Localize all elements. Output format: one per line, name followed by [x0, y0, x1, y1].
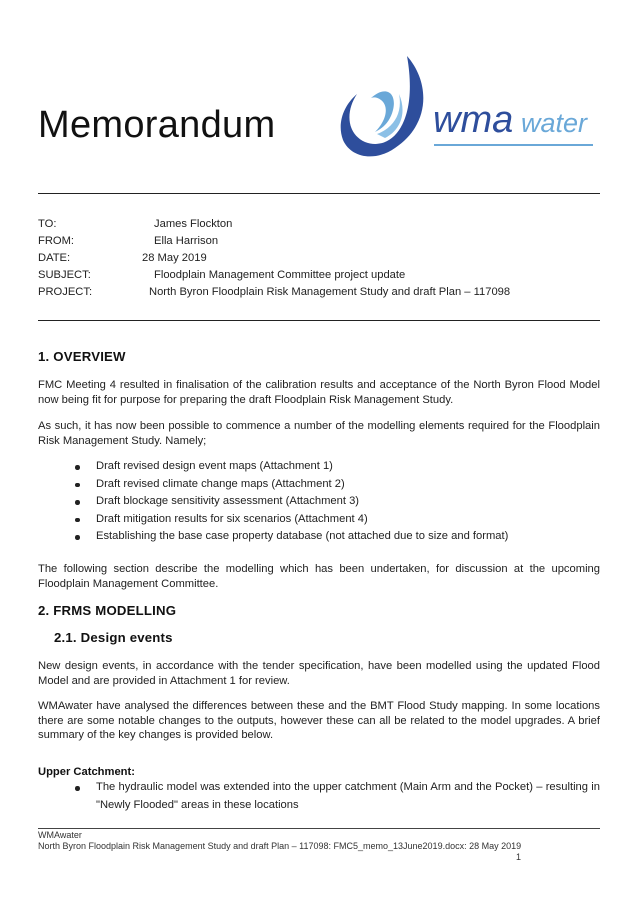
paragraph: As such, it has now been possible to commence a number of the modelling elements required for the Floodplain Risk Management Study. Namely; — [38, 420, 600, 447]
list-item: The hydraulic model was extended into the upper catchment (Main Arm and the Pocket) – resulting in "Newly Flooded" areas in these locations — [78, 779, 600, 814]
meta-value: James Flockton — [154, 218, 233, 230]
bullet-icon — [75, 535, 80, 540]
paragraph: WMAwater have analysed the differences between these and the BMT Flood Study mapping. In some locations there are some notable changes to the outputs, however these can all be related to the model upgrades. A brief summary of the key changes is provided below. — [38, 700, 600, 741]
meta-divider — [38, 320, 600, 321]
meta-label: SUBJECT: — [38, 269, 91, 281]
bullet-icon — [75, 518, 80, 523]
paragraph: New design events, in accordance with the tender specification, have been modelled using the updated Flood Model and are provided in Attachment 1 for review. — [38, 660, 600, 687]
meta-value: Floodplain Management Committee project update — [154, 269, 406, 281]
bullet-icon — [75, 483, 80, 488]
list-item: Draft blockage sensitivity assessment (Attachment 3) — [78, 493, 508, 511]
logo-wma-text: wma — [433, 99, 514, 141]
page-title: Memorandum — [38, 104, 276, 146]
meta-value: North Byron Floodplain Risk Management Study and draft Plan – 117098 — [149, 286, 511, 298]
paragraph: The following section describe the modelling which has been undertaken, for discussion at the upcoming Floodplain Management Committee. — [38, 563, 600, 590]
meta-value: Ella Harrison — [154, 235, 219, 247]
section-heading-overview: 1. OVERVIEW — [38, 349, 126, 364]
list-item: Draft revised design event maps (Attachment 1) — [78, 458, 508, 476]
header-divider — [38, 193, 600, 194]
attachment-list — [78, 458, 508, 546]
meta-value: 28 May 2019 — [142, 252, 207, 264]
bullet-icon — [75, 786, 80, 791]
footer-line: North Byron Floodplain Risk Management Study and draft Plan – 117098: FMC5_memo_13June2019.docx: 28 May 2019 — [38, 841, 522, 851]
wave-swoosh-icon — [335, 54, 600, 166]
footer-divider — [38, 828, 600, 829]
meta-label: DATE: — [38, 252, 71, 264]
meta-label: TO: — [38, 218, 57, 230]
list-item: Establishing the base case property database (not attached due to size and format) — [78, 528, 508, 546]
bullet-icon — [75, 465, 80, 470]
meta-label: PROJECT: — [38, 286, 93, 298]
section-heading-frms-modelling: 2. FRMS MODELLING — [38, 603, 177, 618]
subsection-heading-design-events: 2.1. Design events — [54, 630, 173, 645]
paragraph: FMC Meeting 4 resulted in finalisation of the calibration results and acceptance of the North Byron Flood Model now being fit for purpose for preparing the draft Floodplain Risk Management Study. — [38, 379, 600, 406]
page-number: 1 — [516, 852, 522, 862]
wma-water-logo — [335, 54, 600, 166]
list-item: Draft mitigation results for six scenarios (Attachment 4) — [78, 511, 508, 529]
list-item: Draft revised climate change maps (Attachment 2) — [78, 476, 508, 494]
upper-catchment-label: Upper Catchment: — [38, 766, 135, 778]
footer-company: WMAwater — [38, 830, 82, 840]
meta-label: FROM: — [38, 235, 75, 247]
bullet-icon — [75, 500, 80, 505]
logo-water-text: water — [521, 108, 588, 138]
